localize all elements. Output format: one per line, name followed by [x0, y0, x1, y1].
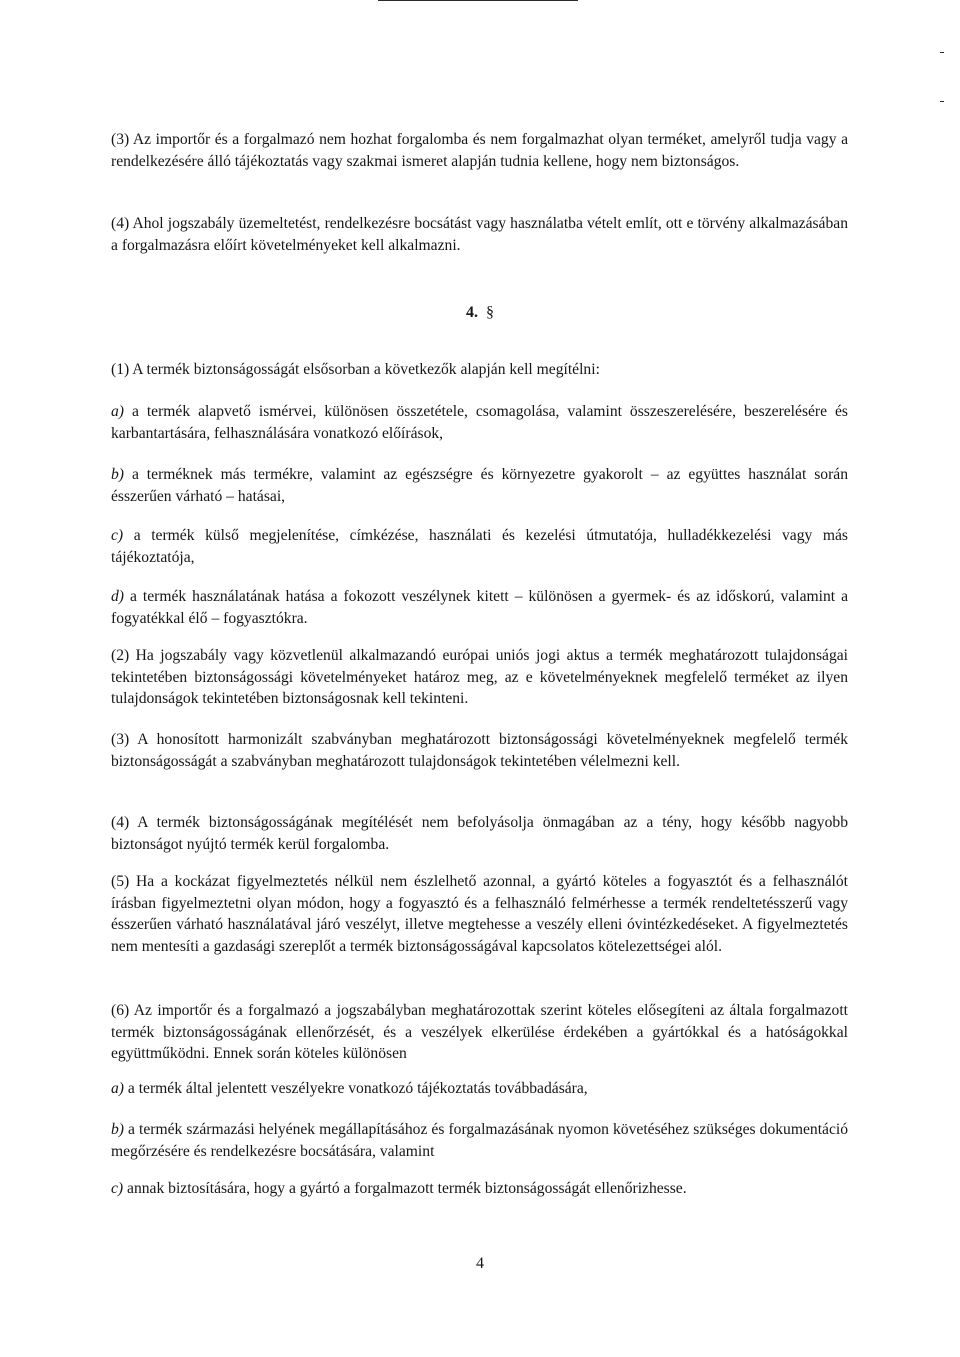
paragraph-6-intro: (6) Az importőr és a forgalmazó a jogszabályban meghatározottak szerint köteles elősegíteni az általa forgalmazott termék biztonságosságának ellenőrzését, és a veszélyek elkerülése érdekében a gyártókkal és a hatóságokkal együttműködni. Ennek során köteles különösen: [111, 1002, 848, 1062]
list-item-text: a termék alapvető ismérvei, különösen összetétele, csomagolása, valamint összeszerelésére, beszerelésére és karbantartására, felhasználására vonatkozó előírások,: [111, 403, 848, 442]
list-item-6c: [111, 1178, 848, 1200]
list-item-1c: [111, 525, 848, 568]
list-item-6a: [111, 1078, 848, 1100]
list-item-text: annak biztosítására, hogy a gyártó a forgalmazott termék biztonságosságát ellenőrizhesse.: [123, 1180, 687, 1197]
paragraph-4: (4) A termék biztonságosságának megítélését nem befolyásolja önmagában az a tény, hogy később nagyobb biztonságot nyújtó termék kerül forgalomba.: [111, 814, 848, 853]
list-item-text: a termék használatának hatása a fokozott veszélynek kitett – különösen a gyermek- és az időskorú, valamint a fogyatékkal élő – fogyasztókra.: [111, 588, 848, 627]
list-letter: c): [111, 527, 124, 544]
list-item-text: a terméknek más termékre, valamint az egészségre és környezetre gyakorolt – az együttes használat során ésszerűen várható – hatásai,: [111, 466, 848, 505]
scan-mark-right-1: [940, 52, 944, 53]
list-letter: c): [111, 1180, 124, 1197]
section-symbol: §: [486, 304, 494, 321]
list-item-6b: [111, 1119, 848, 1162]
list-item-text: a termék által jelentett veszélyekre vonatkozó tájékoztatás továbbadására,: [124, 1080, 588, 1097]
list-item-1d: [111, 586, 848, 629]
section-number: 4.: [466, 304, 478, 321]
paragraph-2: (2) Ha jogszabály vagy közvetlenül alkalmazandó európai uniós jogi aktus a termék meghatározott tulajdonságai tekintetében biztonságossági követelményeket határoz meg, az e követelményeknek megfelelő terméket az ilyen tulajdonságok tekintetében biztonságosnak kell tekinteni.: [111, 647, 848, 707]
list-letter: d): [111, 588, 124, 605]
list-letter: a): [111, 1080, 124, 1097]
list-item-1b: [111, 464, 848, 507]
list-letter: a): [111, 403, 124, 420]
list-letter: b): [111, 1121, 124, 1138]
paragraph-1-intro: (1) A termék biztonságosságát elsősorban a következők alapján kell megítélni:: [111, 361, 600, 378]
list-item-1a: [111, 401, 848, 444]
section-heading: [0, 304, 960, 322]
scan-mark-top: [378, 0, 578, 1]
page-number: 4: [476, 1255, 484, 1272]
list-letter: b): [111, 466, 124, 483]
scan-mark-right-2: [940, 101, 944, 102]
list-item-text: a termék külső megjelenítése, címkézése, használati és kezelési útmutatója, hulladékkezelési vagy más tájékoztatója,: [111, 527, 848, 566]
paragraph-importer-3: (3) Az importőr és a forgalmazó nem hozhat forgalomba és nem forgalmazhat olyan terméket, amelyről tudja vagy a rendelkezésére álló tájékoztatás vagy szakmai ismeret alapján tudnia kellene, hogy nem biztonságos.: [111, 131, 848, 170]
paragraph-operation-4: (4) Ahol jogszabály üzemeltetést, rendelkezésre bocsátást vagy használatba vételt említ, ott e törvény alkalmazásában a forgalmazásra előírt követelményeket kell alkalmazni.: [111, 215, 848, 254]
list-item-text: a termék származási helyének megállapításához és forgalmazásának nyomon követéséhez szükséges dokumentáció megőrzésére és rendelkezésre bocsátására, valamint: [111, 1121, 848, 1160]
paragraph-5: (5) Ha a kockázat figyelmeztetés nélkül nem észlelhető azonnal, a gyártó köteles a fogyasztót és a felhasználót írásban figyelmeztetni olyan módon, hogy a fogyasztó és a felhasználó felmérhesse a termék rendeltetésszerű vagy ésszerűen várható használatával járó veszélyt, illetve megtehesse a veszély elleni óvintézkedéseket. A figyelmeztetés nem mentesíti a gazdasági szereplőt a termék biztonságosságával kapcsolatos kötelezettségei alól.: [111, 873, 848, 955]
paragraph-3: (3) A honosított harmonizált szabványban meghatározott biztonságossági követelményeknek megfelelő termék biztonságosságát a szabványban meghatározott tulajdonságok tekintetében vélelmezni kell.: [111, 731, 848, 770]
